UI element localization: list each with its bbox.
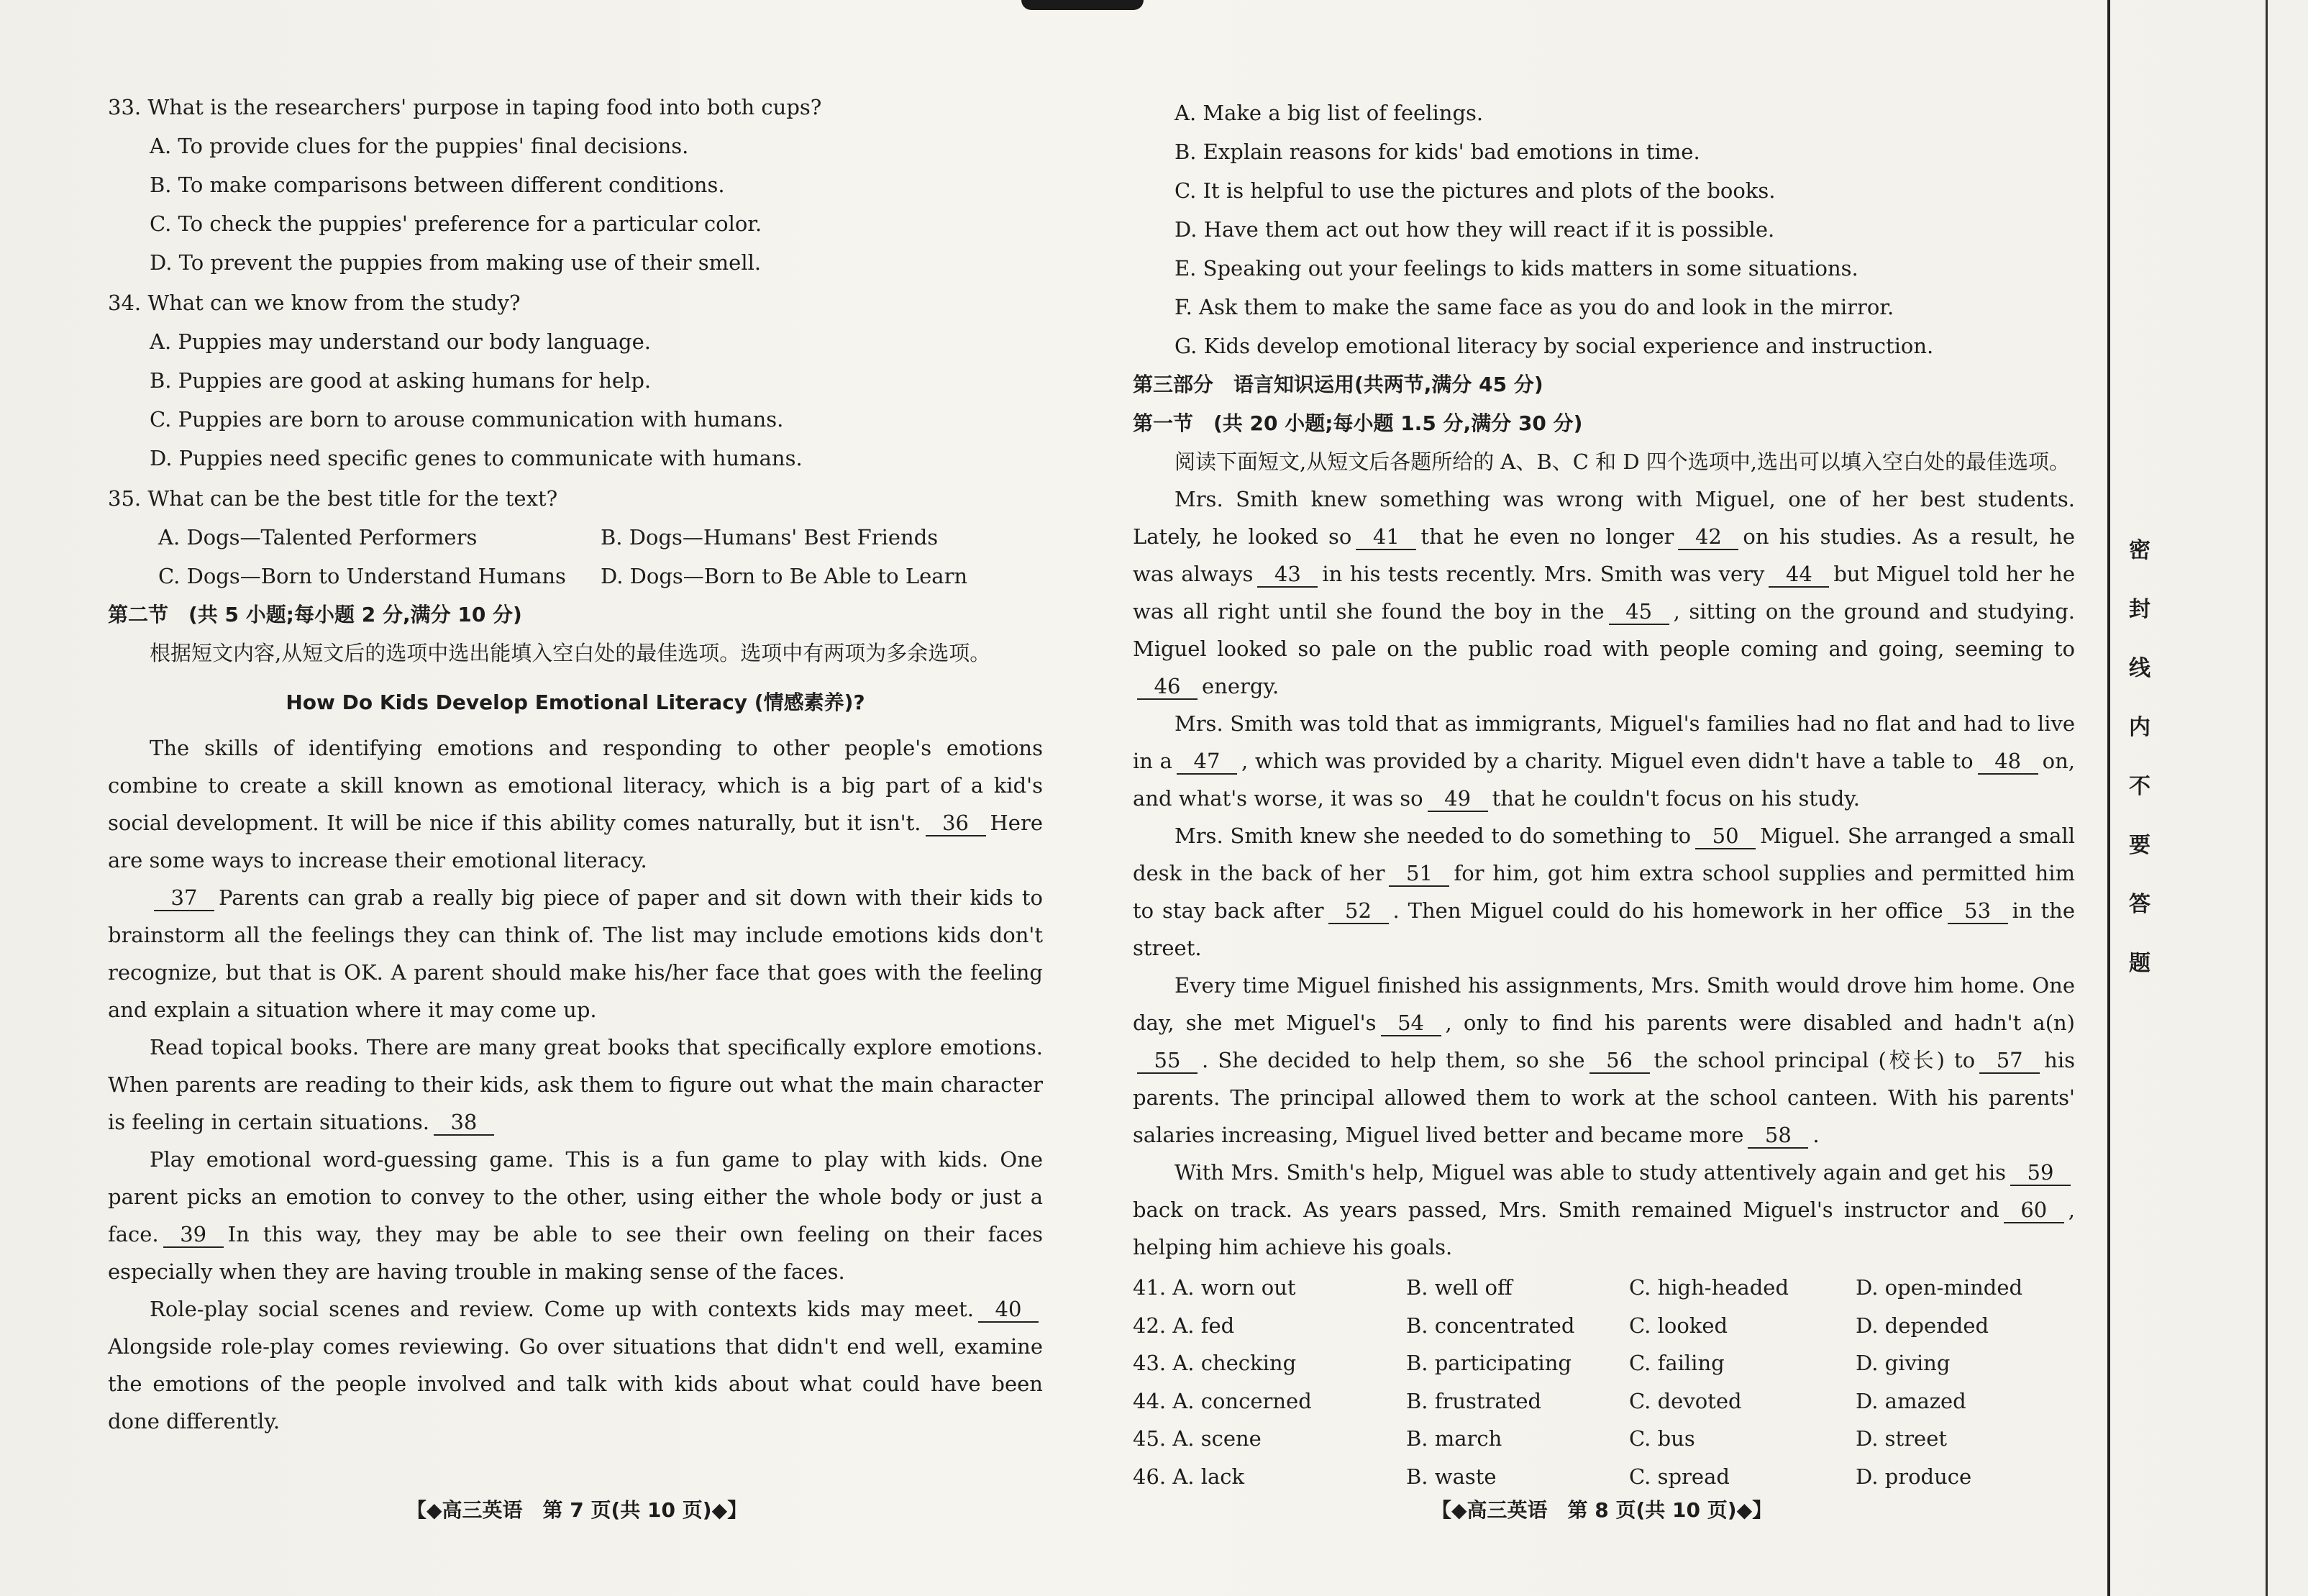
page-7 bbox=[108, 86, 1043, 1440]
blank-41[interactable]: 41 bbox=[1356, 525, 1416, 550]
blank-57[interactable]: 57 bbox=[1979, 1049, 2040, 1074]
choice-46-c: C. spread bbox=[1629, 1464, 1730, 1489]
option-36-40-b: B. Explain reasons for kids' bad emotions in time. bbox=[1174, 140, 1700, 164]
choice-45-a: 45. A. scene bbox=[1133, 1426, 1262, 1451]
blank-43[interactable]: 43 bbox=[1257, 562, 1318, 588]
cloze-paragraph-5: With Mrs. Smith's help, Miguel was able to study attentively again and get his 59back on track. As years passed, Mrs. Smith remained Miguel's instructor and 60 , helping him achieve his goals. bbox=[1133, 1160, 2075, 1259]
cloze-paragraph-2: Mrs. Smith was told that as immigrants, Miguel's families had no flat and had to live in a 47 , which was provided by a charity. Miguel even didn't have a table to 48 on, and what's worse, it was so 49 that he couldn't focus on his study. bbox=[1133, 705, 2075, 817]
question-35-option-b: B. Dogs—Humans' Best Friends bbox=[601, 525, 939, 550]
choice-42-b: B. concentrated bbox=[1406, 1313, 1575, 1338]
blank-40[interactable]: 40 bbox=[978, 1298, 1039, 1323]
choice-42-c: C. looked bbox=[1629, 1313, 1728, 1338]
question-35-option-d: D. Dogs—Born to Be Able to Learn bbox=[601, 564, 968, 588]
blank-58[interactable]: 58 bbox=[1748, 1123, 1808, 1149]
question-34-option-a: A. Puppies may understand our body language. bbox=[150, 329, 651, 354]
section-1-instruction: 阅读下面短文,从短文后各题所给的 A、B、C 和 D 四个选项中,选出可以填入空白处的最佳选项。 bbox=[1174, 450, 2071, 474]
binding-line bbox=[2107, 0, 2110, 1596]
passage-paragraph-1: The skills of identifying emotions and responding to other people's emotions combine to create a skill known as emotional literacy, which is a big part of a kid's social development. It will be nice if this ability comes naturally, but it isn't. 36 Here are some ways to increase their emotional literacy. bbox=[108, 736, 1043, 872]
blank-36[interactable]: 36 bbox=[926, 811, 986, 836]
question-33-option-d: D. To prevent the puppies from making use of their smell. bbox=[150, 250, 762, 275]
choice-45-d: D. street bbox=[1856, 1426, 1948, 1451]
page-7-footer: 【◆高三英语 第 7 页(共 10 页)◆】 bbox=[406, 1498, 748, 1522]
blank-60[interactable]: 60 bbox=[2004, 1198, 2064, 1223]
question-33-option-b: B. To make comparisons between different conditions. bbox=[150, 173, 725, 197]
choice-42-a: 42. A. fed bbox=[1133, 1313, 1235, 1338]
blank-59[interactable]: 59 bbox=[2010, 1161, 2071, 1186]
choice-44-d: D. amazed bbox=[1856, 1388, 1966, 1413]
seal-char-2: 封 bbox=[2129, 597, 2150, 622]
section-2-instruction: 根据短文内容,从短文后的选项中选出能填入空白处的最佳选项。选项中有两项为多余选项。 bbox=[150, 641, 991, 665]
blank-37[interactable]: 37 bbox=[154, 886, 214, 911]
blank-52[interactable]: 52 bbox=[1328, 899, 1389, 924]
passage-title: How Do Kids Develop Emotional Literacy (情感素养)? bbox=[286, 690, 865, 714]
seal-char-7: 答 bbox=[2129, 892, 2150, 917]
section-1-heading: 第一节 (共 20 小题;每小题 1.5 分,满分 30 分) bbox=[1133, 411, 1583, 435]
option-36-40-d: D. Have them act out how they will react if it is possible. bbox=[1174, 217, 1775, 242]
seal-char-4: 内 bbox=[2129, 715, 2150, 740]
choice-46-a: 46. A. lack bbox=[1133, 1464, 1245, 1489]
seal-char-1: 密 bbox=[2129, 538, 2150, 563]
option-36-40-c: C. It is helpful to use the pictures and plots of the books. bbox=[1174, 178, 1776, 203]
blank-44[interactable]: 44 bbox=[1769, 562, 1829, 588]
blank-42[interactable]: 42 bbox=[1678, 525, 1738, 550]
cloze-paragraph-1: Mrs. Smith knew something was wrong with Miguel, one of her best students. Lately, he looked so 41 that he even no longer 42 on his studies. As a result, he was always 43 in his tests recently. Mrs. Smith was very 44 but Miguel told her he was all right until she found the boy in the 45 , sitting on the ground and studying. Miguel looked so pale on the public road with people coming and going, seeming to46 energy. bbox=[1133, 480, 2075, 705]
choice-44-c: C. devoted bbox=[1629, 1388, 1742, 1413]
question-35-option-c: C. Dogs—Born to Understand Humans bbox=[158, 564, 566, 588]
blank-51[interactable]: 51 bbox=[1389, 862, 1449, 887]
choice-41-b: B. well off bbox=[1406, 1275, 1513, 1300]
question-35-options-row1 bbox=[108, 518, 1043, 557]
question-34-option-b: B. Puppies are good at asking humans for help. bbox=[150, 368, 652, 393]
cloze-paragraph-3: Mrs. Smith knew she needed to do something to 50 Miguel. She arranged a small desk in the back of her 51 for him, got him extra school supplies and permitted him to stay back after 52 . Then Miguel could do his homework in her office 53 in the street. bbox=[1133, 824, 2076, 960]
blank-39[interactable]: 39 bbox=[163, 1223, 224, 1248]
question-35-stem: 35. What can be the best title for the text? bbox=[108, 486, 558, 511]
question-34-stem: 34. What can we know from the study? bbox=[108, 291, 521, 315]
question-35-option-a: A. Dogs—Talented Performers bbox=[158, 525, 478, 550]
seal-line-notice bbox=[2118, 532, 2161, 1004]
choice-43-b: B. participating bbox=[1406, 1351, 1572, 1375]
blank-45[interactable]: 45 bbox=[1609, 600, 1669, 625]
choice-41-c: C. high-headed bbox=[1629, 1275, 1789, 1300]
option-36-40-a: A. Make a big list of feelings. bbox=[1174, 101, 1484, 125]
passage-paragraph-3: Read topical books. There are many great books that specifically explore emotions. When parents are reading to their kids, ask them to figure out what the main character is feeling in certain situations. 38 bbox=[108, 1029, 1043, 1141]
choice-41-a: 41. A. worn out bbox=[1133, 1275, 1296, 1300]
seal-char-8: 题 bbox=[2129, 951, 2150, 976]
section-2-heading: 第二节 (共 5 小题;每小题 2 分,满分 10 分) bbox=[108, 603, 522, 626]
choice-41-d: D. open-minded bbox=[1856, 1275, 2023, 1300]
question-35-options-row2 bbox=[108, 557, 1043, 596]
option-36-40-g: G. Kids develop emotional literacy by social experience and instruction. bbox=[1174, 334, 1934, 358]
choice-44-a: 44. A. concerned bbox=[1133, 1388, 1312, 1413]
choice-45-c: C. bus bbox=[1629, 1426, 1695, 1451]
choice-42-d: D. depended bbox=[1856, 1313, 1989, 1338]
blank-38[interactable]: 38 bbox=[434, 1111, 494, 1136]
cloze-paragraph-4: Every time Miguel finished his assignments, Mrs. Smith would drove him home. One day, she met Miguel's 54 , only to find his parents were disabled and hadn't a(n)55 . She decided to help them, so she 56 the school principal (校长) to 57 his parents. The principal allowed them to work at the school canteen. With his parents' salaries increasing, Miguel lived better and became more 58 . bbox=[1133, 967, 2075, 1154]
page-8 bbox=[1133, 94, 2075, 1495]
question-34-option-d: D. Puppies need specific genes to communicate with humans. bbox=[150, 446, 803, 470]
option-36-40-e: E. Speaking out your feelings to kids matters in some situations. bbox=[1174, 256, 1858, 281]
binding-line-outer bbox=[2266, 0, 2268, 1596]
question-34-option-c: C. Puppies are born to arouse communication with humans. bbox=[150, 407, 784, 432]
blank-49[interactable]: 49 bbox=[1428, 787, 1488, 812]
choice-46-d: D. produce bbox=[1856, 1464, 1972, 1489]
passage-paragraph-5: Role-play social scenes and review. Come up with contexts kids may meet. 40Alongside role-play comes reviewing. Go over situations that didn't end well, examine the emotions of the people involved and talk with kids about what could have been done differently. bbox=[108, 1297, 1043, 1433]
question-33-stem: 33. What is the researchers' purpose in taping food into both cups? bbox=[108, 95, 822, 119]
choice-43-a: 43. A. checking bbox=[1133, 1351, 1297, 1375]
blank-55[interactable]: 55 bbox=[1137, 1049, 1198, 1074]
question-33-option-a: A. To provide clues for the puppies' final decisions. bbox=[150, 134, 689, 158]
choice-44-b: B. frustrated bbox=[1406, 1388, 1542, 1413]
blank-46[interactable]: 46 bbox=[1137, 675, 1198, 700]
choice-43-d: D. giving bbox=[1856, 1351, 1951, 1375]
page-8-footer: 【◆高三英语 第 8 页(共 10 页)◆】 bbox=[1431, 1498, 1773, 1522]
cloze-choices-table bbox=[1133, 1269, 2075, 1495]
part-3-heading: 第三部分 语言知识运用(共两节,满分 45 分) bbox=[1133, 373, 1543, 396]
choice-45-b: B. march bbox=[1406, 1426, 1502, 1451]
option-36-40-f: F. Ask them to make the same face as you do and look in the mirror. bbox=[1174, 295, 1894, 319]
blank-50[interactable]: 50 bbox=[1695, 824, 1756, 849]
blank-48[interactable]: 48 bbox=[1978, 749, 2038, 775]
binding-shadow bbox=[1021, 0, 1144, 10]
question-33-option-c: C. To check the puppies' preference for a particular color. bbox=[150, 211, 762, 236]
choice-43-c: C. failing bbox=[1629, 1351, 1725, 1375]
seal-char-6: 要 bbox=[2129, 833, 2150, 858]
blank-54[interactable]: 54 bbox=[1381, 1011, 1441, 1036]
blank-53[interactable]: 53 bbox=[1948, 899, 2008, 924]
passage-paragraph-4: Play emotional word-guessing game. This is a fun game to play with kids. One parent picks an emotion to convey to the other, using either the whole body or just a face. 39 In this way, they may be able to see their own feeling on their faces especially when they are having trouble in making sense of the faces. bbox=[108, 1147, 1043, 1284]
seal-char-5: 不 bbox=[2129, 774, 2150, 799]
blank-47[interactable]: 47 bbox=[1177, 749, 1237, 775]
choice-46-b: B. waste bbox=[1406, 1464, 1497, 1489]
blank-56[interactable]: 56 bbox=[1589, 1049, 1650, 1074]
seal-char-3: 线 bbox=[2129, 656, 2150, 681]
passage-paragraph-2: 37 Parents can grab a really big piece of paper and sit down with their kids to brainstorm all the feelings they can think of. The list may include emotions kids don't recognize, but that is OK. A parent should make his/her face that goes with the feeling and explain a situation where it may come up. bbox=[108, 885, 1043, 1022]
